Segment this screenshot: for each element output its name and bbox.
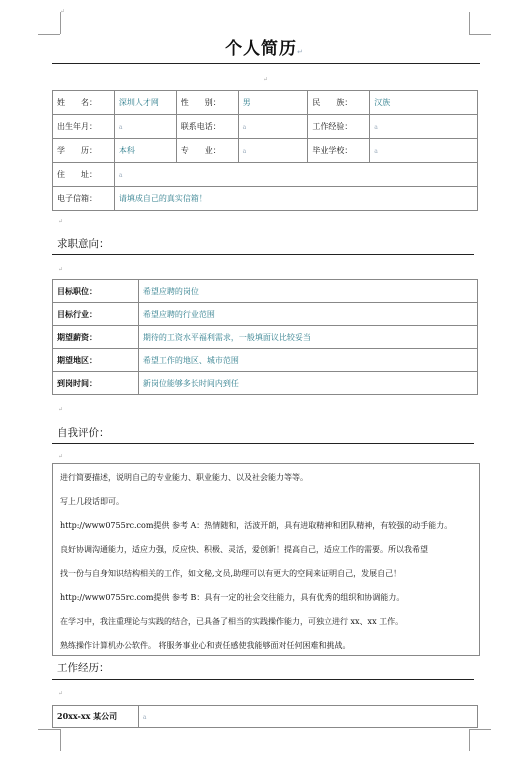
section-rule	[52, 679, 474, 680]
cell-mark: a	[242, 148, 247, 155]
label-major: 专 业：	[176, 139, 238, 163]
label-expected-salary: 期望薪资：	[53, 326, 139, 349]
page-title	[0, 34, 529, 59]
table-row	[53, 187, 478, 211]
table-row	[53, 280, 478, 303]
section-rule	[52, 443, 474, 444]
label-email: 电子信箱：	[53, 187, 115, 211]
label-address: 住 址：	[53, 163, 115, 187]
evaluation-line: http://www0755rc.com提供 参考 A：热情随和，活波开朗，具有进取精神和团队精神，有较强的动手能力。	[60, 521, 453, 530]
section-heading-intention: 求职意向：	[57, 238, 110, 250]
cell-mark: a	[118, 124, 123, 131]
table-row	[53, 91, 478, 115]
title-text: 个人简历	[225, 39, 298, 59]
paragraph-mark: ↵	[297, 48, 304, 56]
intention-table	[52, 279, 478, 395]
label-experience: 工作经验：	[308, 115, 370, 139]
label-name: 姓 名：	[53, 91, 115, 115]
paragraph-mark: ↵	[60, 8, 66, 15]
paragraph-mark: ↵	[263, 76, 269, 83]
table-row	[53, 372, 478, 395]
evaluation-box[interactable]	[52, 463, 480, 656]
section-heading-evaluation: 自我评价：	[57, 427, 110, 439]
value-experience[interactable]	[370, 115, 478, 139]
label-birth: 出生年月：	[53, 115, 115, 139]
table-row	[53, 163, 478, 187]
value-target-industry[interactable]: 希望应聘的行业范围	[138, 303, 477, 326]
table-row	[53, 115, 478, 139]
label-expected-region: 期望地区：	[53, 349, 139, 372]
cell-mark: a	[374, 148, 378, 155]
section-rule	[52, 254, 474, 255]
title-underline	[52, 63, 480, 64]
personal-info-table	[52, 90, 478, 211]
paragraph-mark: ↵	[58, 453, 64, 460]
label-phone: 联系电话：	[176, 115, 238, 139]
value-target-position[interactable]: 希望应聘的岗位	[138, 280, 477, 303]
value-ethnicity[interactable]: 汉族	[370, 91, 478, 115]
label-target-industry: 目标行业：	[53, 303, 139, 326]
cell-mark: a	[242, 124, 247, 131]
evaluation-line: 写上几段话即可。	[60, 497, 124, 506]
table-row	[53, 139, 478, 163]
value-major[interactable]	[238, 139, 308, 163]
value-expected-region[interactable]: 希望工作的地区、城市范围	[138, 349, 477, 372]
table-row	[53, 349, 478, 372]
value-phone[interactable]	[238, 115, 308, 139]
section-heading-experience: 工作经历：	[57, 662, 110, 674]
evaluation-line: 熟练操作计算机办公软件。 将服务事业心和责任感使我能够面对任何困难和挑战。	[60, 641, 351, 650]
label-target-position: 目标职位：	[53, 280, 139, 303]
value-email[interactable]: 请填成自己的真实信箱！	[114, 187, 477, 211]
cell-mark: a	[374, 124, 378, 131]
evaluation-line: 进行简要描述，说明自己的专业能力、职业能力、以及社会能力等等。	[60, 473, 308, 482]
evaluation-line: 找一份与自身知识结构相关的工作，如文秘,文员,助理可以有更大的空间来证明自己，发展自己！	[60, 569, 402, 578]
value-education[interactable]: 本科	[114, 139, 176, 163]
evaluation-line: 在学习中，我注重理论与实践的结合，已具备了相当的实践操作能力，可独立进行 xx、xx 工作。	[60, 617, 404, 626]
table-row	[53, 326, 478, 349]
experience-detail[interactable]	[138, 706, 477, 728]
value-address[interactable]	[114, 163, 477, 187]
value-school[interactable]	[370, 139, 478, 163]
value-gender[interactable]: 男	[238, 91, 308, 115]
value-name[interactable]: 深圳人才网	[114, 91, 176, 115]
paragraph-mark: ↵	[58, 690, 64, 697]
table-row	[53, 303, 478, 326]
experience-table	[52, 705, 478, 728]
cell-mark: a	[142, 714, 147, 721]
value-expected-salary[interactable]: 期待的工资水平福利需求，一般填面议比较妥当	[138, 326, 477, 349]
value-start-time[interactable]: 新岗位能够多长时间内到任	[138, 372, 477, 395]
label-school: 毕业学校：	[308, 139, 370, 163]
evaluation-line: 良好协调沟通能力，适应力强，反应快、积极、灵活，爱创新！提高自己，适应工作的需要。所以我希望	[60, 545, 428, 554]
label-education: 学 历：	[53, 139, 115, 163]
paragraph-mark: ↵	[58, 406, 64, 413]
value-birth[interactable]	[114, 115, 176, 139]
label-start-time: 到岗时间：	[53, 372, 139, 395]
experience-period-label[interactable]: 20xx-xx 某公司	[53, 706, 139, 728]
paragraph-mark: ↵	[58, 266, 64, 273]
evaluation-line: http://www0755rc.com提供 参考 B：具有一定的社会交往能力，具有优秀的组织和协调能力。	[60, 593, 405, 602]
label-gender: 性 别：	[176, 91, 238, 115]
paragraph-mark: ↵	[58, 218, 64, 225]
cell-mark: a	[118, 172, 123, 179]
label-ethnicity: 民 族：	[308, 91, 370, 115]
table-row	[53, 706, 478, 728]
